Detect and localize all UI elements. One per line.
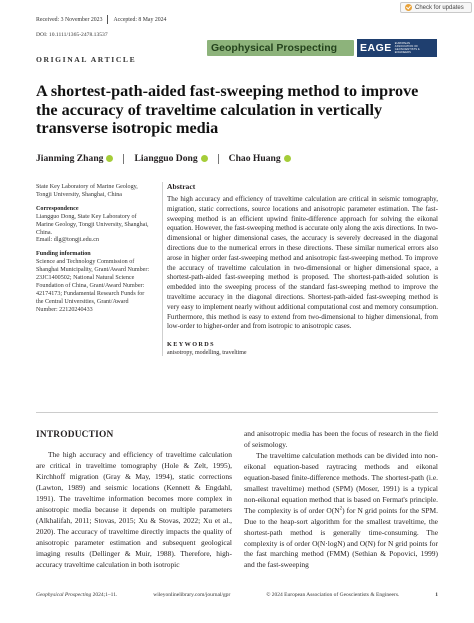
correspondence-block xyxy=(36,206,151,246)
divider xyxy=(123,154,124,164)
keywords-heading: KEYWORDS xyxy=(167,341,215,349)
correspondence-email[interactable]: Email: dlg@tongji.edu.cn xyxy=(36,237,99,244)
introduction-heading: INTRODUCTION xyxy=(36,430,114,440)
article-sidebar xyxy=(36,184,151,321)
funding-label: Funding information xyxy=(36,251,91,258)
abstract-section xyxy=(162,182,438,356)
accepted-date: Accepted: 8 May 2024 xyxy=(113,16,167,23)
footer-citation: Geophysical Prospecting 2024;1–11. xyxy=(36,592,118,598)
body-column-right xyxy=(244,429,438,571)
doi[interactable]: DOI: 10.1111/1365-2478.13537 xyxy=(36,32,108,38)
check-icon xyxy=(405,4,412,11)
eage-logo-subtitle: EUROPEAN ASSOCIATION OF GEOSCIENTISTS & ENGINEERS xyxy=(394,42,420,54)
eage-logo xyxy=(357,39,437,57)
article-type: ORIGINAL ARTICLE xyxy=(36,55,137,64)
received-date: Received: 3 November 2023 xyxy=(36,16,103,23)
paragraph: The high accuracy and efficiency of traveltime calculation are critical in traveltime tomography (Hole & Zelt, 1995), Kirchhoff migration (Gray & May, 1994), static corrections (Lawton, 1989) and seismic locations (Kennett & Engdahl, 1991). The traveltime information becomes more complex in anisotropic media because it depends on multiple parameters (Alkhalifah, 2011; Stovas, 2015; Xu & Stovas, 2022; Xu et al., 2020). The accuracy of traveltime directly impacts the quality of anisotropic parameter estimation and subsequent geological imaging results (Dellinger & Muir, 1988). Therefore, high-accuracy traveltime calculation in both isotropic xyxy=(36,450,232,569)
abstract-heading: Abstract xyxy=(167,182,196,191)
author-name[interactable]: Liangguo Dong xyxy=(134,153,198,164)
page-footer xyxy=(36,592,438,598)
check-updates-label: Check for updates xyxy=(415,4,464,11)
paragraph: The traveltime calculation methods can be divided into non-eikonal equation-based raytracing methods and eikonal equation-based finite-difference methods. The shortest-path (i.e. smallest traveltime) method (SPM) (Moser, 1991) is a typical non-eikonal equation method that is based on Fermat's principle. The complexity is of order $O(N^2)$ for N grid points for the SPM. Due to the heap-sort algorithm for the smallest traveltime, the shortest-path method is generally time-consuming. The complexity is of order O(N·logN) and O(N) for N grid points for the fast marching method (FMM) (Sethian & Popovici, 1999) and the fast-sweeping xyxy=(244,450,438,570)
correspondence-label: Correspondence xyxy=(36,205,79,212)
funding-text: Science and Technology Commission of Shanghai Municipality, Grant/Award Number: 23JC1400502; National Natural Science Foundation of China, Grant/Award Number: 42174173; Fundamental Research Funds for the Central Universities, Grant/Award Number: 22120240433 xyxy=(36,259,150,313)
author-name[interactable]: Jianming Zhang xyxy=(36,153,104,164)
author-name[interactable]: Chao Huang xyxy=(228,153,281,164)
affiliation: State Key Laboratory of Marine Geology, Tongji University, Shanghai, China xyxy=(36,184,138,198)
correspondence-text: Liangguo Dong, State Key Laboratory of Marine Geology, Tongji University, Shanghai, China. xyxy=(36,213,149,236)
journal-name: Geophysical Prospecting xyxy=(211,42,338,54)
paragraph: and anisotropic media has been the focus of research in the field of seismology. xyxy=(244,429,438,449)
orcid-icon[interactable] xyxy=(201,155,208,162)
check-for-updates-button[interactable] xyxy=(400,2,472,13)
page-number: 1 xyxy=(435,592,438,598)
section-divider xyxy=(36,412,438,413)
abstract-text: The high accuracy and efficiency of traveltime calculation are critical in seismic tomography, migration, static corrections, source locations and anisotropic parameter estimation. The fast-sweeping method is an efficient upwind finite-difference approach for solving the eikonal equation. However, the fast-sweeping method is accurate only along the axis directions. In two-dimensional or higher dimensional cases, the accuracy is severely decreased in the diagonal directions due to the numerical errors in these directions. These similar numerical errors also arose in higher order fast-sweeping method and anisotropic fast-sweeping method. To improve the accuracy of traveltime calculation in two-dimensional or higher dimensional space, a shortest-path-aided fast-sweeping method is proposed. The shortest-path-aided solution is embedded into the sweeping process of the standard fast-sweeping method to improve the traveltime accuracy in the diagonal directions. Shortest-path-aided fast-sweeping method is very easy to implement nearly without additional computational cost and memory consumption. Furthermore, this method is easy to extend from two-dimensional to higher dimensional, from low-order to higher-order and from isotropic to anisotropic cases. xyxy=(167,195,438,331)
journal-banner xyxy=(207,40,354,56)
keywords-text: anisotropy, modelling, traveltime xyxy=(167,350,247,357)
orcid-icon[interactable] xyxy=(106,155,113,162)
footer-copyright: © 2024 European Association of Geoscientists & Engineers. xyxy=(266,592,400,598)
body-column-left xyxy=(36,450,232,570)
paper-title: A shortest-path-aided fast-sweeping method to improve the accuracy of traveltime calculation in vertically transverse isotropic media xyxy=(36,82,419,137)
divider xyxy=(218,154,219,164)
author-list xyxy=(36,153,291,164)
article-history xyxy=(36,15,166,24)
orcid-icon[interactable] xyxy=(284,155,291,162)
footer-journal: Geophysical Prospecting xyxy=(36,592,92,598)
divider xyxy=(107,15,108,24)
footer-url[interactable]: wileyonlinelibrary.com/journal/gpr xyxy=(153,592,231,598)
funding-block xyxy=(36,251,151,314)
eage-logo-text: EAGE xyxy=(360,42,392,54)
